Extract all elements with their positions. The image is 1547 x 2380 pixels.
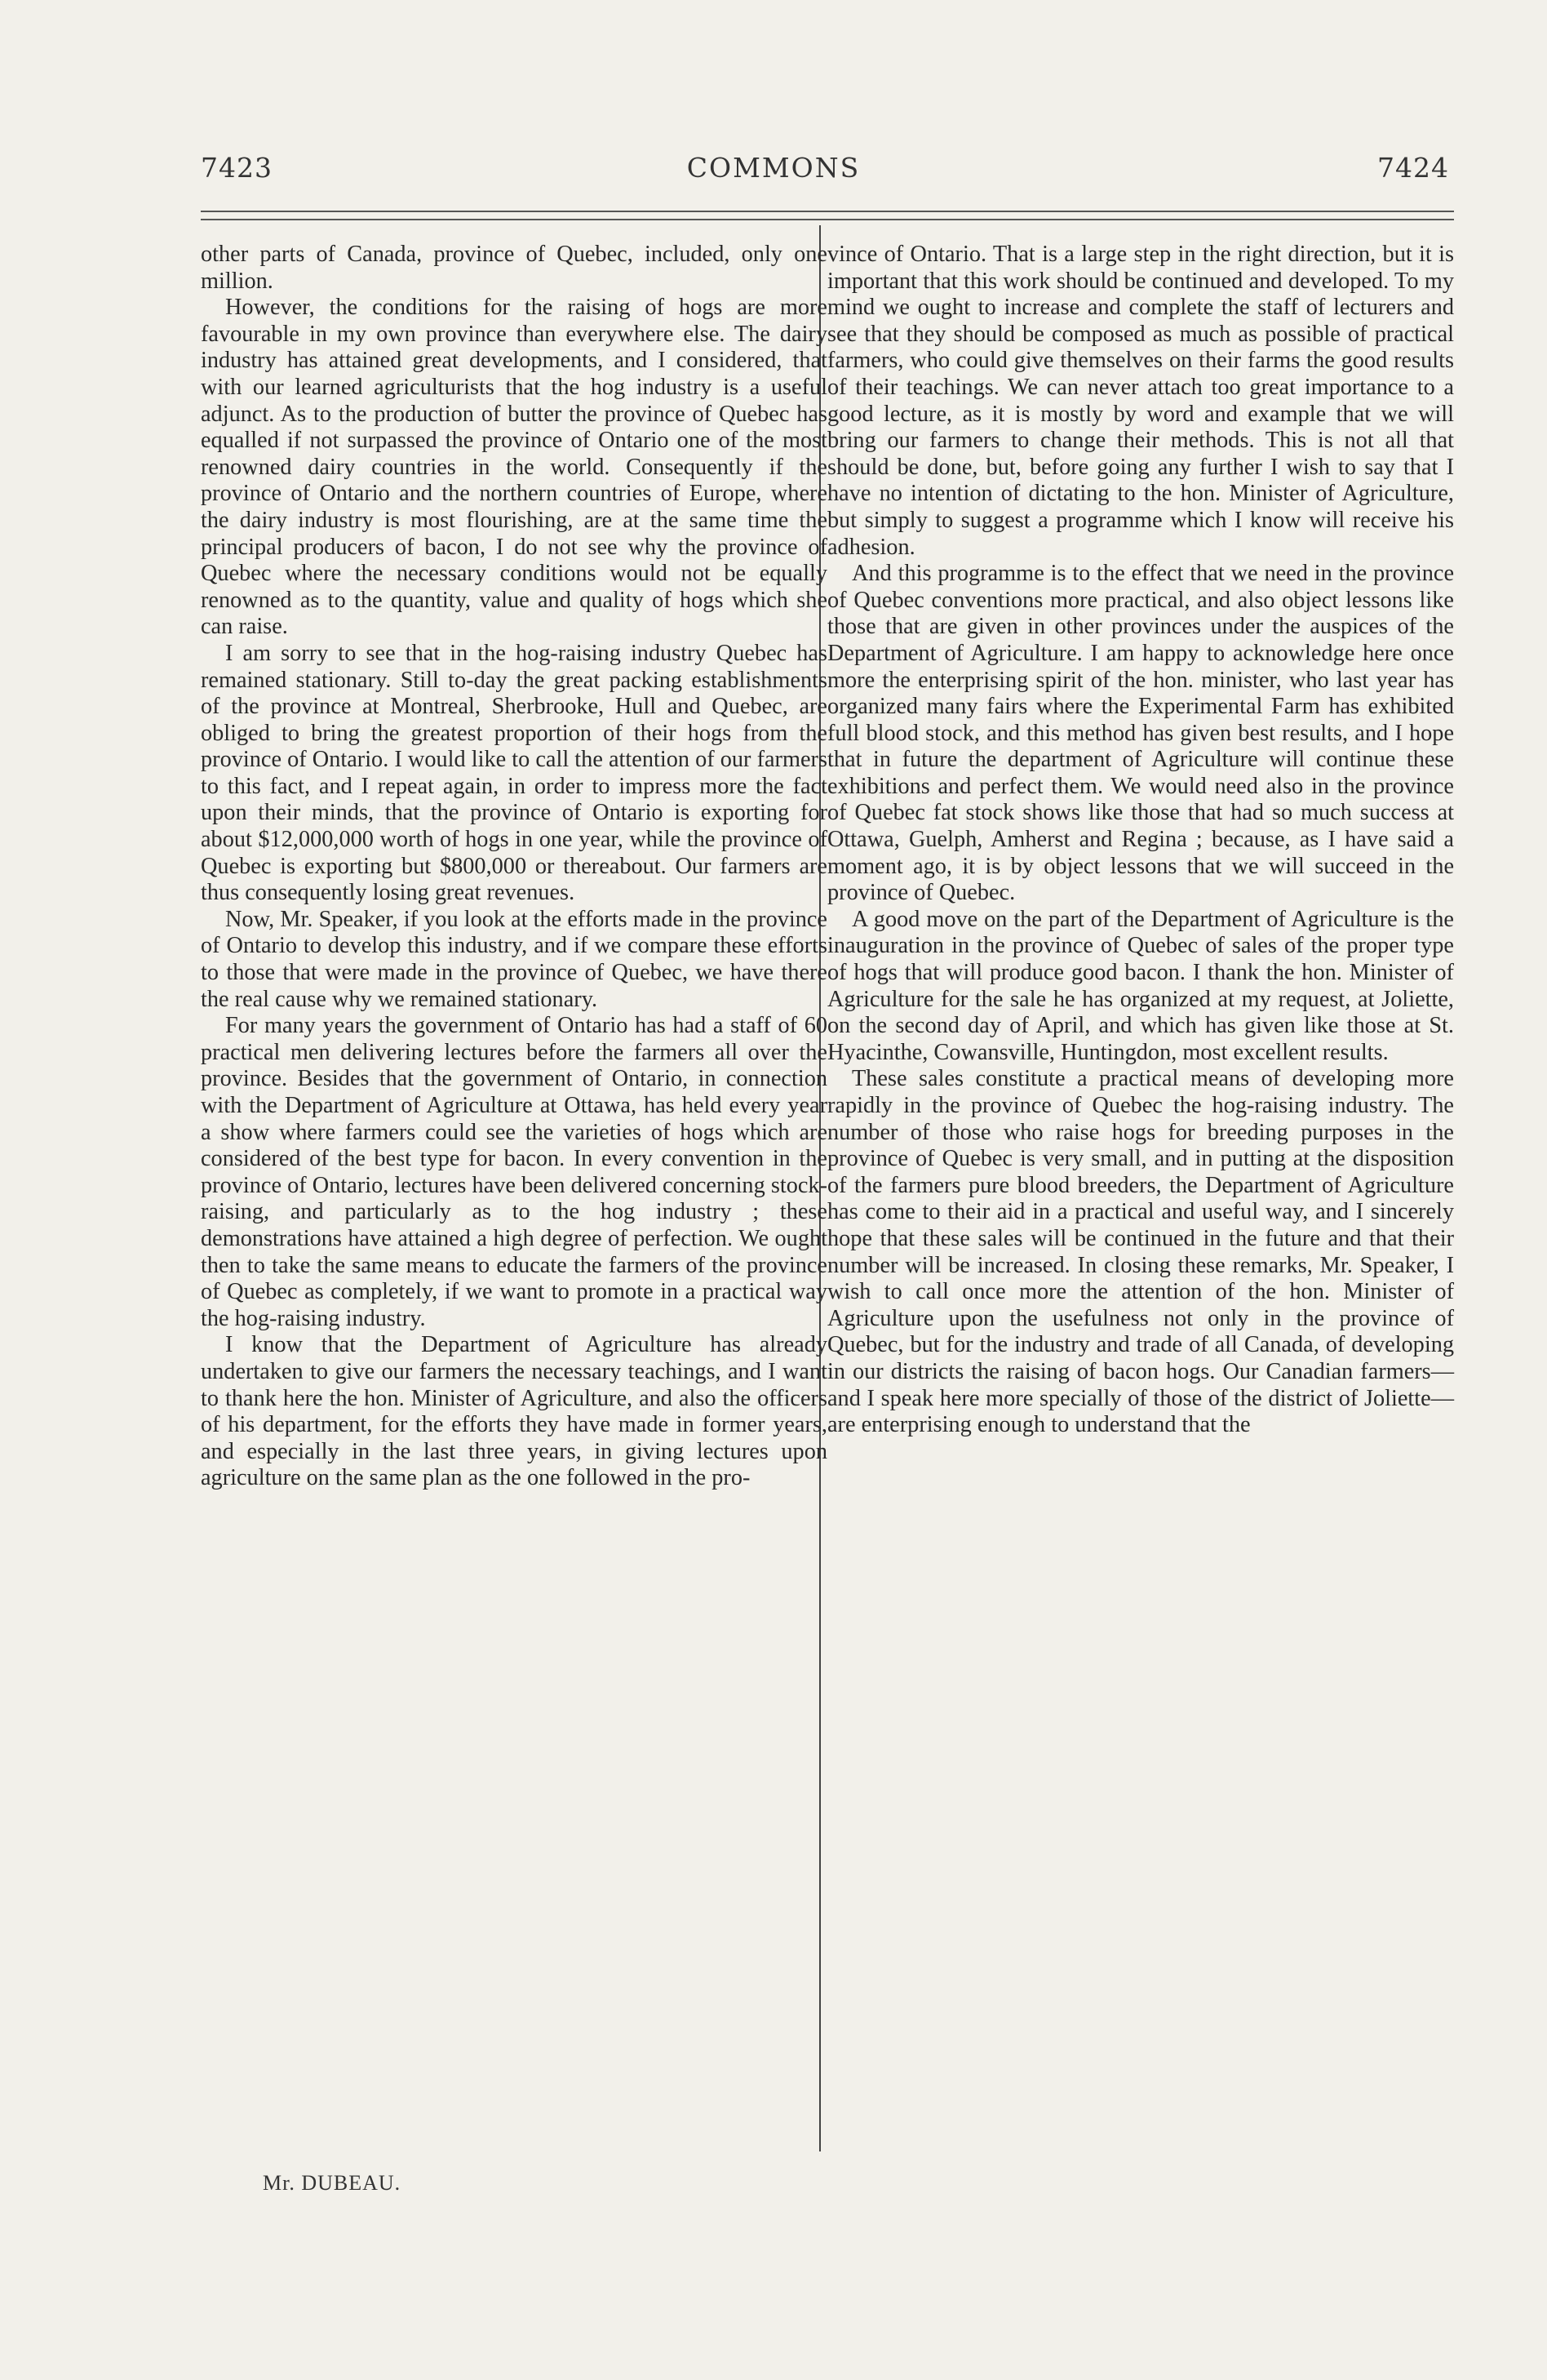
paragraph: A good move on the part of the Department of Agriculture is the inauguration in the province of Quebec of sales of the proper type of hogs that will produce good bacon. I thank the hon. Minister of Agriculture for the sale he has organized at my request, at Joliette, on the second day of April, and which has given like those at St. Hyacinthe, Cowansville, Huntingdon, most excellent results.	[827, 906, 1454, 1065]
page-number-right: 7424	[1377, 152, 1449, 184]
speaker-name: Mr. DUBEAU.	[263, 2171, 401, 2195]
page-number-left: 7423	[201, 152, 273, 184]
paragraph: I know that the Department of Agriculture has already undertaken to give our farmers the necessary teachings, and I want to thank here the hon. Minister of Agriculture, and also the officers of his department, for the efforts they have made in former years, and especially in the last three years, in giving lectures upon agriculture on the same plan as the one followed in the pro-	[201, 1332, 827, 1491]
running-title: COMMONS	[686, 152, 861, 184]
paragraph: For many years the government of Ontario has had a staff of 60 practical men delivering lectures before the farmers all over the province. Besides that the government of Ontario, in connection with the Department of Agriculture at Ottawa, has held every year a show where farmers could see the varieties of hogs which are considered of the best type for bacon. In every convention in the province of Ontario, lectures have been delivered concerning stock-raising, and particularly as to the hog industry ; these demonstrations have attained a high degree of perfection. We ought then to take the same means to educate the farmers of the province of Quebec as completely, if we want to promote in a practical way the hog-raising industry.	[201, 1013, 827, 1331]
paragraph: However, the conditions for the raising of hogs are more favourable in my own province than everywhere else. The dairy industry has attained great developments, and I considered, that with our learned agriculturists that the hog industry is a useful adjunct. As to the production of butter the province of Quebec has equalled if not surpassed the province of Ontario one of the most renowned dairy countries in the world. Consequently if the province of Ontario and the northern countries of Europe, where the dairy industry is most flourishing, are at the same time the principal producers of bacon, I do not see why the province of Quebec where the necessary conditions would not be equally renowned as to the quantity, value and quality of hogs which she can raise.	[201, 295, 827, 640]
paragraph: These sales constitute a practical means of developing more rapidly in the province of Quebec the hog-raising industry. The number of those who raise hogs for breeding purposes in the province of Quebec is very small, and in putting at the disposition of the farmers pure blood breeders, the Department of Agriculture has come to their aid in a practical and useful way, and I sincerely hope that these sales will be continued in the future and that their number will be increased. In closing these remarks, Mr. Speaker, I wish to call once more the attention of the hon. Minister of Agriculture upon the usefulness not only in the province of Quebec, but for the industry and trade of all Canada, of developing in our districts the raising of bacon hogs. Our Canadian farmers—and I speak here more specially of those of the district of Joliette—are enterprising enough to understand that the	[827, 1066, 1454, 1438]
header-rule-bottom	[201, 219, 1454, 220]
paragraph: And this programme is to the effect that we need in the province of Quebec conventions more practical, and also object lessons like those that are given in other provinces under the auspices of the Department of Agriculture. I am happy to acknowledge here once more the enterprising spirit of the hon. minister, who last year has organized many fairs where the Experimental Farm has exhibited full blood stock, and this method has given best results, and I hope that in future the department of Agriculture will continue these exhibitions and perfect them. We would need also in the province of Quebec fat stock shows like those that had so much success at Ottawa, Guelph, Amherst and Regina ; because, as I have said a moment ago, it is by object lessons that we will succeed in the province of Quebec.	[827, 561, 1454, 906]
paragraph: vince of Ontario. That is a large step in the right direction, but it is important that this work should be continued and developed. To my mind we ought to increase and complete the staff of lecturers and see that they should be composed as much as possible of practical farmers, who could give themselves on their farms the good results of their teachings. We can never attach too great importance to a good lecture, as it is mostly by word and example that we will bring our farmers to change their methods. This is not all that should be done, but, before going any further I wish to say that I have no intention of dictating to the hon. Minister of Agriculture, but simply to suggest a programme which I know will receive his adhesion.	[827, 242, 1454, 560]
left-column	[201, 242, 827, 1492]
paragraph: Now, Mr. Speaker, if you look at the efforts made in the province of Ontario to develop this industry, and if we compare these efforts to those that were made in the province of Quebec, we have there the real cause why we remained stationary.	[201, 906, 827, 1012]
right-column	[827, 242, 1454, 1439]
header-rule-top	[201, 211, 1454, 212]
paragraph: other parts of Canada, province of Quebec, included, only one million.	[201, 242, 827, 294]
paragraph: I am sorry to see that in the hog-raising industry Quebec has remained stationary. Still to-day the great packing establishments of the province at Montreal, Sherbrooke, Hull and Quebec, are obliged to bring the greatest proportion of their hogs from the province of Ontario. I would like to call the attention of our farmers to this fact, and I repeat again, in order to impress more the fact upon their minds, that the province of Ontario is exporting for about $12,000,000 worth of hogs in one year, while the province of Quebec is exporting but $800,000 or thereabout. Our farmers are thus consequently losing great revenues.	[201, 640, 827, 906]
